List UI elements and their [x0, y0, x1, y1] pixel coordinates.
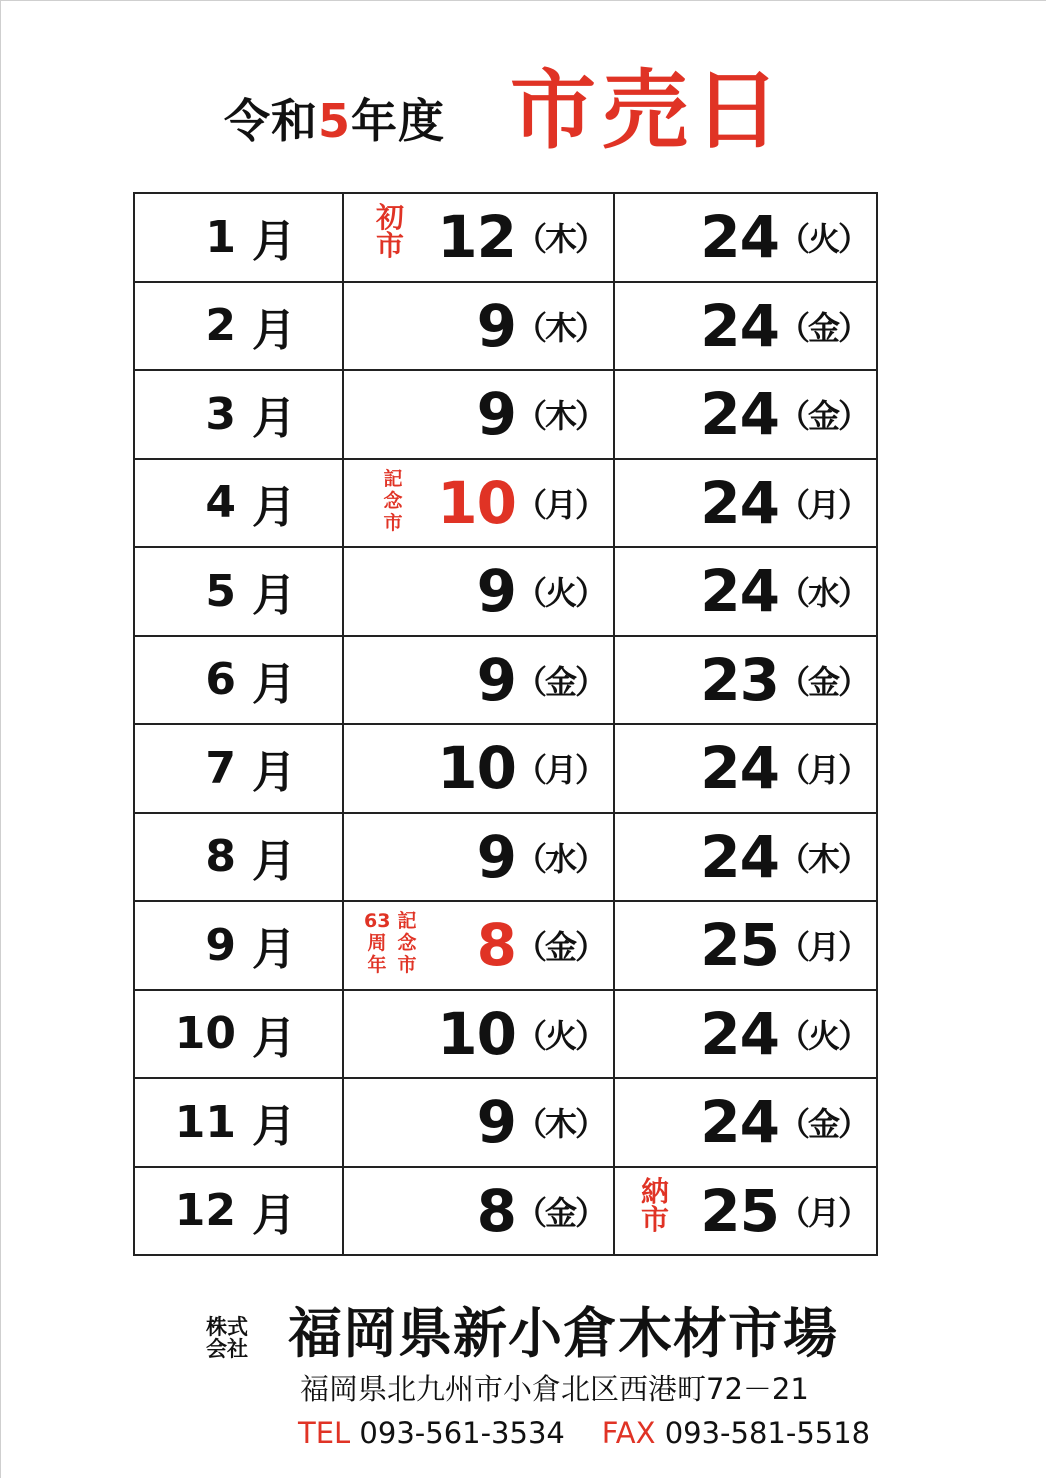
second-market-day-cell	[614, 813, 877, 902]
month-label	[190, 283, 296, 370]
fiscal-year-suffix: 年度	[351, 94, 446, 148]
month-cell	[134, 901, 343, 990]
month-cell	[134, 990, 343, 1079]
fax-label: FAX	[601, 1416, 656, 1450]
market-day-number: 25	[700, 911, 779, 980]
contact-info	[298, 1416, 870, 1451]
weekday-label: （水）	[514, 839, 605, 878]
month-number: 11	[174, 1096, 236, 1148]
event-note-char: 市	[640, 1202, 669, 1236]
market-day-number: 9	[476, 557, 516, 626]
weekday-label: （金）	[777, 397, 868, 436]
month-number: 9	[205, 919, 236, 971]
schedule-row	[134, 459, 877, 548]
weekday-label: （水）	[777, 574, 868, 613]
company-type-line2: 会社	[206, 1337, 248, 1362]
market-day-number: 9	[476, 291, 516, 360]
month-label	[175, 1079, 296, 1166]
weekday-label: （金）	[514, 662, 605, 701]
month-number: 10	[174, 1008, 236, 1060]
market-day-number: 23	[700, 645, 779, 714]
month-number: 4	[205, 477, 236, 529]
month-number: 2	[205, 300, 236, 352]
schedule-row	[134, 1078, 877, 1167]
market-day-number: 8	[476, 911, 516, 980]
month-unit: 月	[252, 481, 296, 533]
month-unit: 月	[252, 1101, 296, 1153]
weekday-label: （月）	[514, 485, 605, 524]
weekday-label: （金）	[777, 662, 868, 701]
month-label	[175, 1168, 296, 1255]
era-year: 5	[318, 94, 352, 148]
month-unit: 月	[252, 570, 296, 622]
company-name: 福岡県新小倉木材市場	[288, 1302, 838, 1365]
first-market-day-cell	[343, 370, 614, 459]
event-note-char: 納	[640, 1174, 669, 1208]
anniversary-note-char: 市	[397, 954, 417, 976]
first-market-day-cell	[343, 547, 614, 636]
month-cell	[134, 1167, 343, 1256]
era-name: 令和	[224, 94, 318, 148]
schedule-row	[134, 282, 877, 371]
market-day-number: 10	[437, 999, 516, 1068]
company-type-line1: 株式	[206, 1315, 248, 1339]
weekday-label: （月）	[514, 751, 605, 790]
second-market-day-cell	[614, 724, 877, 813]
market-day-number: 24	[700, 203, 779, 272]
weekday-label: （木）	[514, 397, 605, 436]
month-number: 5	[205, 565, 236, 617]
schedule-row	[134, 193, 877, 282]
market-day-number: 24	[700, 999, 779, 1068]
weekday-label: （火）	[514, 574, 605, 613]
first-market-day-cell	[343, 282, 614, 371]
weekday-label: （月）	[777, 928, 868, 967]
weekday-label: （火）	[777, 220, 868, 259]
event-note-char: 念	[383, 489, 403, 512]
first-market-day-cell	[343, 459, 614, 548]
second-market-day-cell	[614, 370, 877, 459]
month-number: 12	[174, 1185, 236, 1237]
event-note-char: 初	[375, 201, 404, 234]
market-day-number: 9	[476, 1088, 516, 1157]
month-label	[190, 194, 296, 281]
event-note-char: 市	[375, 229, 404, 262]
second-market-day-cell	[614, 547, 877, 636]
market-day-number: 9	[476, 645, 516, 714]
market-day-number: 9	[476, 822, 516, 891]
month-label	[190, 814, 296, 901]
second-market-day-cell	[614, 459, 877, 548]
weekday-label: （木）	[777, 839, 868, 878]
company-type	[206, 1316, 248, 1360]
month-cell	[134, 370, 343, 459]
month-unit: 月	[252, 1189, 296, 1241]
first-market-day-cell	[343, 813, 614, 902]
month-cell	[134, 459, 343, 548]
schedule-row	[134, 636, 877, 725]
market-day-number: 12	[437, 203, 516, 272]
weekday-label: （金）	[514, 1193, 605, 1232]
first-market-day-cell	[343, 1167, 614, 1256]
weekday-label: （金）	[777, 308, 868, 347]
month-unit: 月	[252, 924, 296, 976]
month-label	[190, 460, 296, 547]
month-cell	[134, 193, 343, 282]
market-day-number: 24	[700, 557, 779, 626]
weekday-label: （金）	[514, 928, 605, 967]
month-unit: 月	[252, 835, 296, 887]
schedule-row	[134, 724, 877, 813]
month-label	[175, 991, 296, 1078]
month-unit: 月	[252, 216, 296, 268]
market-day-number: 8	[476, 1176, 516, 1245]
weekday-label: （月）	[777, 751, 868, 790]
tel-number: 093-561-3534	[359, 1416, 565, 1450]
first-market-day-cell	[343, 990, 614, 1079]
event-note	[382, 467, 404, 536]
weekday-label: （木）	[514, 308, 605, 347]
second-market-day-cell	[614, 901, 877, 990]
weekday-label: （木）	[514, 1105, 605, 1144]
fiscal-year-label	[224, 94, 446, 148]
month-label	[190, 548, 296, 635]
second-market-day-cell	[614, 282, 877, 371]
month-cell	[134, 636, 343, 725]
market-days-heading: 市売日	[510, 61, 786, 161]
anniversary-note-char: 周	[367, 932, 387, 954]
month-cell	[134, 282, 343, 371]
anniversary-note-char: 63	[364, 910, 391, 932]
anniversary-note-char: 記	[397, 910, 417, 932]
month-label	[190, 371, 296, 458]
event-note-char: 記	[383, 467, 403, 490]
month-number: 3	[205, 388, 236, 440]
market-day-number: 24	[700, 380, 779, 449]
month-cell	[134, 813, 343, 902]
schedule-row	[134, 547, 877, 636]
month-cell	[134, 724, 343, 813]
month-unit: 月	[252, 393, 296, 445]
weekday-label: （火）	[514, 1016, 605, 1055]
market-schedule-table	[133, 192, 878, 1256]
first-market-day-cell	[343, 193, 614, 282]
schedule-row	[134, 901, 877, 990]
weekday-label: （月）	[777, 485, 868, 524]
company-address: 福岡県北九州市小倉北区西港町72－21	[300, 1372, 809, 1406]
first-market-day-cell	[343, 1078, 614, 1167]
weekday-label: （金）	[777, 1105, 868, 1144]
month-label	[190, 725, 296, 812]
weekday-label: （火）	[777, 1016, 868, 1055]
anniversary-note-char: 念	[397, 932, 417, 954]
month-cell	[134, 1078, 343, 1167]
month-unit: 月	[252, 1012, 296, 1064]
second-market-day-cell	[614, 1078, 877, 1167]
event-note-char: 市	[383, 511, 403, 534]
month-label	[190, 637, 296, 724]
anniversary-note-char: 年	[367, 954, 387, 976]
schedule-row	[134, 813, 877, 902]
month-cell	[134, 547, 343, 636]
market-day-number: 10	[437, 468, 516, 537]
market-day-number: 24	[700, 822, 779, 891]
event-note	[372, 201, 408, 262]
market-day-number: 10	[437, 734, 516, 803]
month-unit: 月	[252, 747, 296, 799]
tel-label: TEL	[298, 1416, 351, 1450]
schedule-row	[134, 990, 877, 1079]
schedule-row	[134, 370, 877, 459]
month-number: 1	[205, 211, 236, 263]
first-market-day-cell	[343, 901, 614, 990]
second-market-day-cell	[614, 1167, 877, 1256]
fax-number: 093-581-5518	[664, 1416, 871, 1450]
schedule-row	[134, 1167, 877, 1256]
market-day-number: 24	[700, 1088, 779, 1157]
month-label	[190, 902, 296, 989]
month-unit: 月	[252, 304, 296, 356]
month-unit: 月	[252, 658, 296, 710]
market-day-number: 24	[700, 291, 779, 360]
market-day-number: 25	[700, 1176, 779, 1245]
page-title	[0, 60, 1048, 170]
weekday-label: （木）	[514, 220, 605, 259]
weekday-label: （月）	[777, 1193, 868, 1232]
month-number: 7	[205, 742, 236, 794]
market-day-number: 24	[700, 734, 779, 803]
second-market-day-cell	[614, 636, 877, 725]
first-market-day-cell	[343, 724, 614, 813]
event-note	[637, 1174, 673, 1236]
market-day-number: 24	[700, 468, 779, 537]
month-number: 6	[205, 654, 236, 706]
month-number: 8	[205, 831, 236, 883]
second-market-day-cell	[614, 990, 877, 1079]
market-day-number: 9	[476, 380, 516, 449]
first-market-day-cell	[343, 636, 614, 725]
second-market-day-cell	[614, 193, 877, 282]
